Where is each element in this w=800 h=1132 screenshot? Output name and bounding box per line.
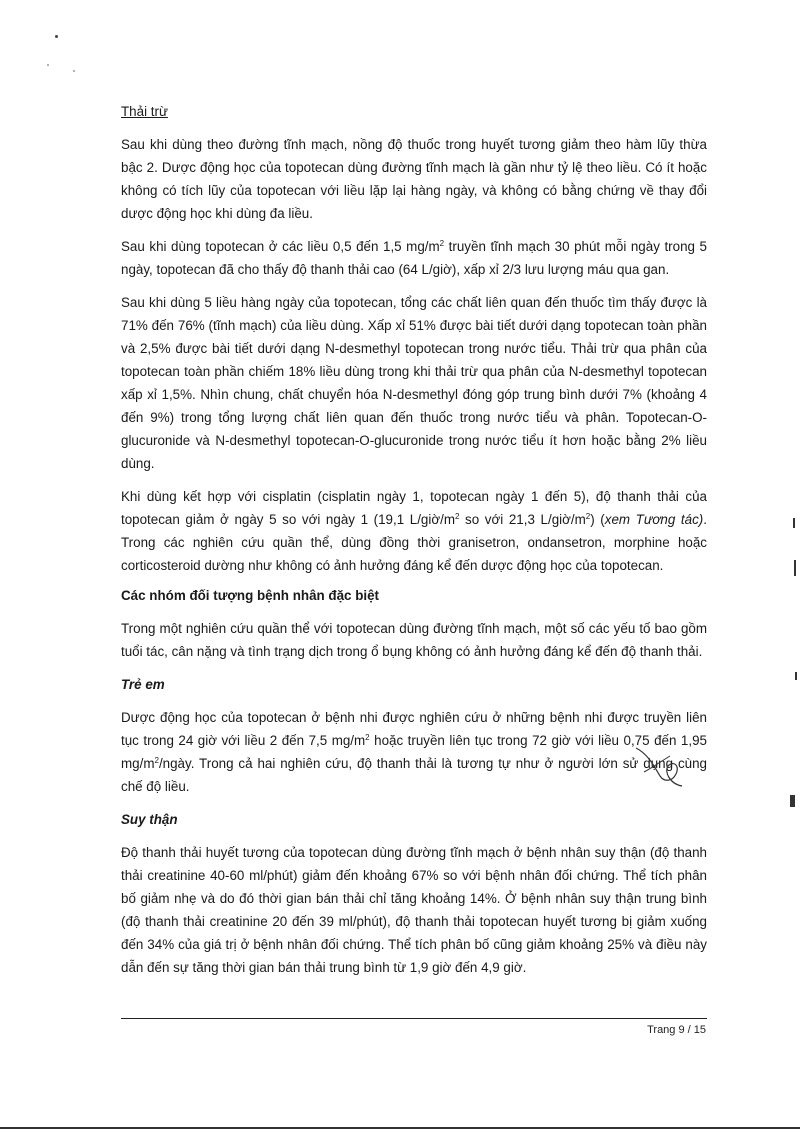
handwritten-initials <box>630 742 692 792</box>
scan-edge-mark <box>794 560 796 576</box>
scan-edge-mark <box>795 672 797 680</box>
scan-speck <box>47 64 49 66</box>
cross-reference: xem Tương tác) <box>604 512 704 527</box>
scan-edge-mark <box>790 795 795 807</box>
scan-speck <box>73 70 75 72</box>
section-heading-pediatrics: Trẻ em <box>121 677 165 692</box>
section-heading-renal-impairment: Suy thận <box>121 812 178 827</box>
section-heading-special-populations: Các nhóm đối tượng bệnh nhân đặc biệt <box>121 588 380 603</box>
scan-edge-mark <box>793 518 795 528</box>
paragraph: Sau khi dùng theo đường tĩnh mạch, nồng độ thuốc trong huyết tương giảm theo hàm lũy thừa bậc 2. Dược động học của topotecan dùng đường tĩnh mạch là gần như tỷ lệ theo liều. Có ít hoặc không có tích lũy của topotecan với liều lặp lại hàng ngày, và không có bằng chứng về thay đổi dược động học khi dùng đa liều. <box>121 137 707 221</box>
paragraph: Dược động học của topotecan ở bệnh nhi được nghiên cứu ở những bệnh nhi được truyền liên tục trong 24 giờ với liều 2 đến 7,5 $mg/m^2$ hoặc truyền liên tục trong 72 giờ với liều 0,75 đến 1,95 $mg/m^2$/ngày. Trong cả hai nghiên cứu, độ thanh thải là tương tự như ở người lớn sử dụng cùng chế độ liều. <box>121 710 707 794</box>
footer-rule <box>121 1018 707 1019</box>
paragraph: Sau khi dùng topotecan ở các liều 0,5 đến 1,5 $mg/m^2$ truyền tĩnh mạch 30 phút mỗi ngày trong 5 ngày, topotecan đã cho thấy độ thanh thải cao (64 L/giờ), xấp xỉ 2/3 lưu lượng máu qua gan. <box>121 239 707 277</box>
paragraph: Trong một nghiên cứu quần thể với topotecan dùng đường tĩnh mạch, một số các yếu tố bao gồm tuổi tác, cân nặng và tình trạng dịch trong ổ bụng không có ảnh hưởng đáng kể đến độ thanh thải. <box>121 621 707 659</box>
page-number: Trang 9 / 15 <box>647 1024 706 1036</box>
paragraph: Độ thanh thải huyết tương của topotecan dùng đường tĩnh mạch ở bệnh nhân suy thận (độ thanh thải creatinine 40-60 ml/phút) giảm đến khoảng 67% so với bệnh nhân đối chứng. Thể tích phân bố giảm nhẹ và do đó thời gian bán thải chỉ tăng khoảng 14%. Ở bệnh nhân suy thận trung bình (độ thanh thải creatinine 20 đến 39 ml/phút), độ thanh thải topotecan huyết tương bị giảm xuống đến 34% của giá trị ở bệnh nhân đối chứng. Thể tích phân bố cũng giảm khoảng 25% và điều này dẫn đến sự tăng thời gian bán thải trung bình từ 1,9 giờ đến 4,9 giờ. <box>121 845 707 975</box>
section-heading-elimination: Thải trừ <box>121 104 168 119</box>
document-body <box>121 100 707 989</box>
scan-speck <box>55 35 58 38</box>
paragraph: Khi dùng kết hợp với cisplatin (cisplatin ngày 1, topotecan ngày 1 đến 5), độ thanh thải của topotecan giảm ở ngày 5 so với ngày 1 (19,1 $L/giờ/m^2$ so với 21,3 $L/giờ/m^2$) (xem Tương tác). Trong các nghiên cứu quần thể, dùng đồng thời granisetron, ondansetron, morphine hoặc corticosteroid dường như không có ảnh hưởng đáng kể đến dược động học của topotecan. <box>121 489 707 573</box>
scan-bottom-edge <box>0 1127 800 1129</box>
paragraph: Sau khi dùng 5 liều hàng ngày của topotecan, tổng các chất liên quan đến thuốc tìm thấy được là 71% đến 76% (tĩnh mạch) của liều dùng. Xấp xỉ 51% được bài tiết dưới dạng topotecan toàn phần và 2,5% được bài tiết dưới dạng N-desmethyl topotecan trong nước tiểu. Thải trừ qua phân của topotecan toàn phần chiếm 18% liều dùng trong khi thải trừ qua phân của N-desmethyl topotecan xấp xỉ 1,5%. Nhìn chung, chất chuyển hóa N-desmethyl đóng góp trung bình dưới 7% (khoảng 4 đến 9%) trong tổng lượng chất liên quan đến thuốc trong nước tiểu và phân. Topotecan-O-glucuronide và N-desmethyl topotecan-O-glucuronide trong nước tiểu ít hơn hoặc bằng 2% liều dùng. <box>121 295 707 471</box>
